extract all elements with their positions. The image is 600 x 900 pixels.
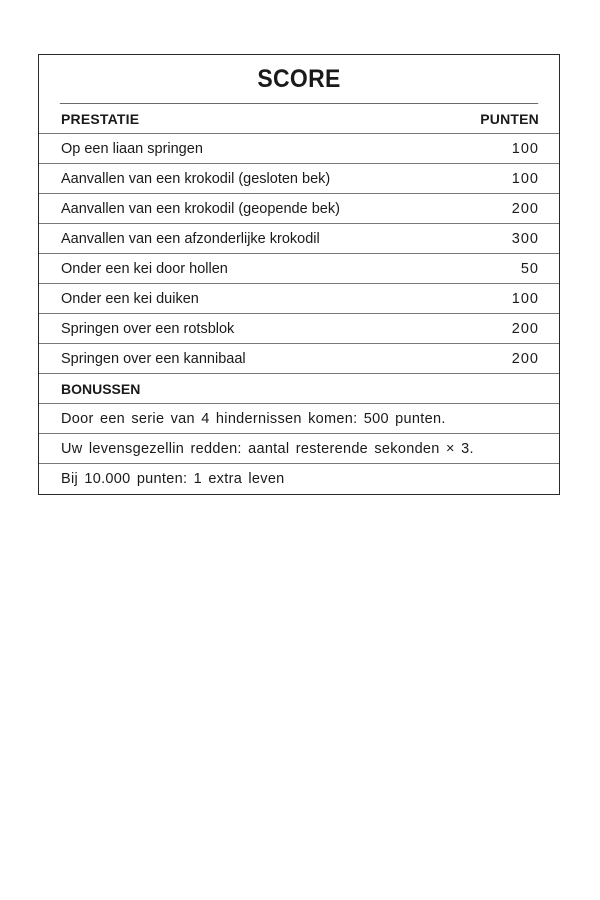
row-label: Springen over een rotsblok	[61, 320, 235, 337]
table-row	[39, 224, 559, 254]
table-row	[39, 254, 559, 284]
row-points: 300	[511, 230, 539, 247]
table-title: SCORE	[60, 55, 538, 104]
bonus-text: Door een serie van 4 hindernissen komen: 500 punten.	[61, 410, 446, 427]
bonus-row	[39, 404, 559, 434]
table-row	[39, 314, 559, 344]
row-points: 100	[511, 170, 539, 187]
row-points: 50	[520, 260, 539, 277]
row-label: Aanvallen van een afzonderlijke krokodil	[61, 230, 320, 247]
table-row	[39, 134, 559, 164]
column-header-row	[39, 104, 559, 134]
table-row	[39, 284, 559, 314]
row-points: 100	[511, 140, 539, 157]
row-points: 100	[511, 290, 539, 307]
row-label: Springen over een kannibaal	[61, 350, 246, 367]
column-header-points: PUNTEN	[480, 110, 539, 127]
row-label: Onder een kei duiken	[61, 290, 199, 307]
column-header-achievement: PRESTATIE	[61, 110, 140, 127]
row-points: 200	[511, 200, 539, 217]
row-points: 200	[511, 320, 539, 337]
bonus-heading-row	[39, 374, 559, 404]
row-label: Op een liaan springen	[61, 140, 203, 157]
row-label: Aanvallen van een krokodil (gesloten bek)	[61, 170, 331, 187]
bonus-text: Uw levensgezellin redden: aantal resterende sekonden × 3.	[61, 440, 474, 457]
bonus-heading: BONUSSEN	[61, 380, 141, 397]
bonus-row	[39, 434, 559, 464]
table-row	[39, 164, 559, 194]
table-row	[39, 344, 559, 374]
score-table	[38, 54, 560, 495]
row-points: 200	[511, 350, 539, 367]
table-row	[39, 194, 559, 224]
bonus-text: Bij 10.000 punten: 1 extra leven	[61, 471, 285, 487]
row-label: Aanvallen van een krokodil (geopende bek)	[61, 200, 340, 217]
bonus-row	[39, 464, 559, 494]
row-label: Onder een kei door hollen	[61, 260, 228, 277]
